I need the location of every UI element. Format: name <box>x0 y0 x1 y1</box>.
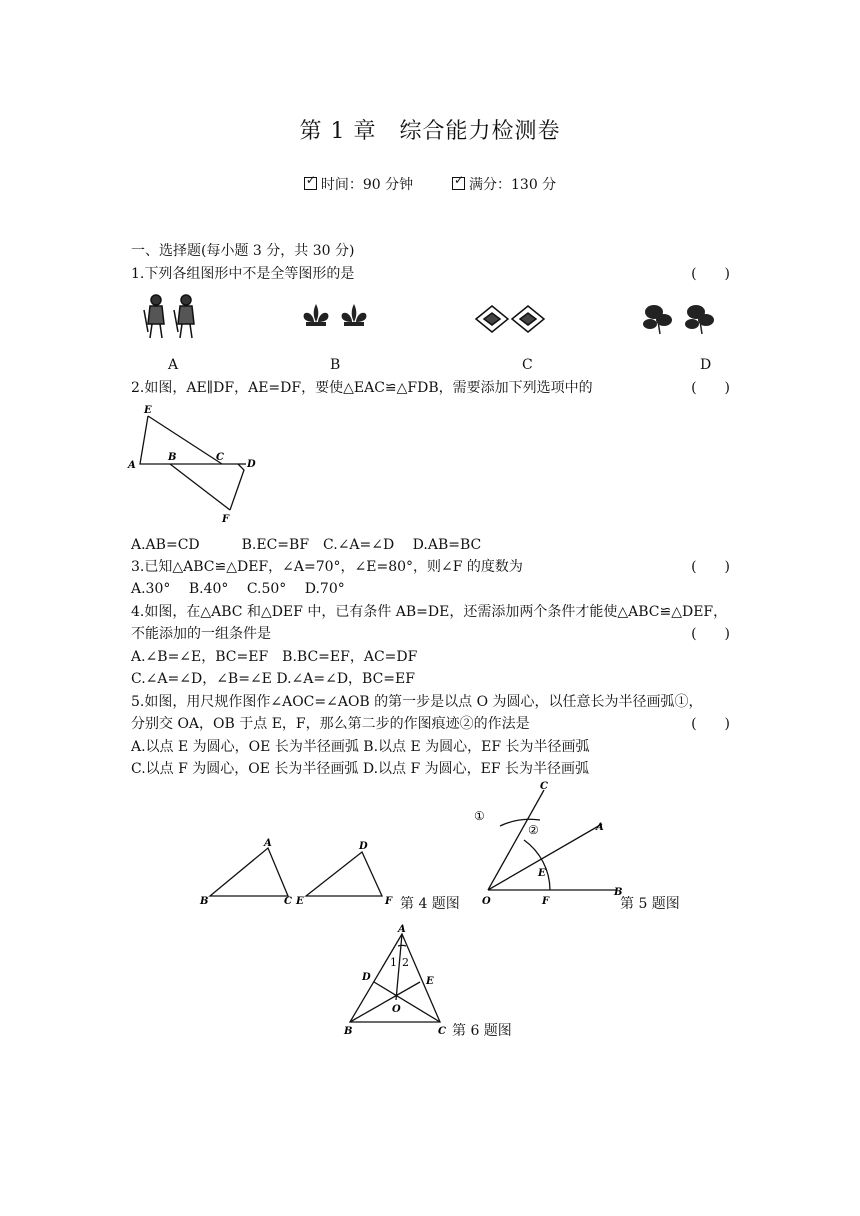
answer-paren: ( ) <box>691 266 730 282</box>
point-label: F <box>222 514 230 525</box>
q3-text: 3.已知△ABC≌△DEF，∠A=70°，∠E=80°，则∠F 的度数为 <box>131 559 523 575</box>
point-label: A <box>398 924 406 935</box>
point-label: A <box>596 822 604 833</box>
point-label: F <box>385 896 393 907</box>
point-label: F <box>542 896 550 907</box>
figure-a-soldiers <box>138 292 228 342</box>
figure-d-leaves <box>640 298 724 338</box>
q2-text: 2.如图，AE∥DF，AE=DF，要使△EAC≌△FDB，需要添加下列选项中的 <box>131 380 593 396</box>
answer-paren: ( ) <box>691 626 730 642</box>
q3-answers: A.30° B.40° C.50° D.70° <box>131 581 345 597</box>
point-label: E <box>426 976 434 987</box>
point-label: C <box>438 1026 446 1037</box>
point-label: B <box>200 896 209 907</box>
point-label: C <box>540 781 548 792</box>
answer-paren: ( ) <box>691 380 730 396</box>
q4-answers: C.∠A=∠D，∠B=∠E D.∠A=∠D，BC=EF <box>131 671 415 687</box>
point-label: D <box>359 841 368 852</box>
q5-text: 5.如图，用尺规作图作∠AOC=∠AOB 的第一步是以点 O 为圆心，以任意长为半径画弧①， <box>131 694 703 710</box>
point-label: E <box>296 896 304 907</box>
point-label: E <box>538 868 546 879</box>
full-score: 满分：130 分 <box>469 177 557 193</box>
q4-text: 4.如图，在△ABC 和△DEF 中，已有条件 AB=DE，还需添加两个条件才能使△ABC≌△DEF， <box>131 604 728 620</box>
option-label: C <box>522 357 533 373</box>
point-label: C <box>284 896 292 907</box>
figure-b-fleur <box>298 300 378 336</box>
checkbox-icon <box>452 177 465 190</box>
q4-answers: A.∠B=∠E，BC=EF B.BC=EF，AC=DF <box>131 649 418 665</box>
angle-label: 2 <box>402 956 409 969</box>
option-label: D <box>700 357 712 373</box>
point-label: B <box>168 452 177 463</box>
q2-figure <box>126 402 266 528</box>
point-label: A <box>264 838 272 849</box>
q5-caption: 第 5 题图 <box>620 896 680 912</box>
option-label: B <box>330 357 341 373</box>
point-label: O <box>392 1004 401 1015</box>
figure-c-diamonds <box>474 304 554 334</box>
q4-text: 不能添加的一组条件是 <box>131 626 271 642</box>
q5-text: 分别交 OA，OB 于点 E，F，那么第二步的作图痕迹②的作法是 <box>131 716 530 732</box>
angle-label: 1 <box>390 956 397 969</box>
q6-caption: 第 6 题图 <box>452 1023 512 1039</box>
point-label: D <box>362 972 371 983</box>
point-label: C <box>216 452 224 463</box>
checkbox-icon <box>304 177 317 190</box>
mark-label: ② <box>528 823 539 837</box>
answer-paren: ( ) <box>691 716 730 732</box>
q5-answers: A.以点 E 为圆心，OE 长为半径画弧 B.以点 E 为圆心，EF 长为半径画弧 <box>131 739 590 755</box>
answer-paren: ( ) <box>691 559 730 575</box>
section-heading: 一、选择题(每小题 3 分，共 30 分) <box>131 243 355 259</box>
mark-label: ① <box>474 809 485 823</box>
point-label: A <box>128 460 136 471</box>
time-limit: 时间：90 分钟 <box>320 177 414 193</box>
point-label: O <box>482 896 491 907</box>
point-label: E <box>144 405 152 416</box>
exam-meta <box>0 174 860 194</box>
point-label: B <box>614 887 623 898</box>
point-label: D <box>247 459 256 470</box>
option-label: A <box>168 357 179 373</box>
q5-answers: C.以点 F 为圆心，OE 长为半径画弧 D.以点 F 为圆心，EF 长为半径画弧 <box>131 761 590 777</box>
q5-figure <box>470 780 630 910</box>
point-label: B <box>344 1026 353 1037</box>
q6-figure <box>340 922 460 1040</box>
q1-text: 1.下列各组图形中不是全等图形的是 <box>131 266 355 282</box>
page-title: 第 1 章 综合能力检测卷 <box>299 119 561 144</box>
q4-figure <box>196 836 396 912</box>
q4-caption: 第 4 题图 <box>400 896 460 912</box>
q2-answers: A.AB=CD B.EC=BF C.∠A=∠D D.AB=BC <box>131 537 482 553</box>
